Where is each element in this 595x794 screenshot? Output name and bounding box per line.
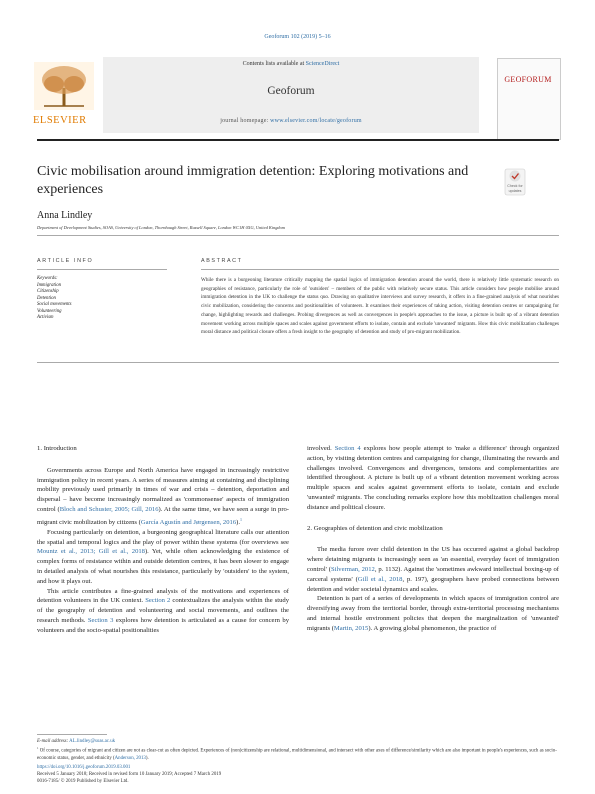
paragraph-text: Governments across Europe and North America have engaged in increasingly restrictive immigration policy in recent years. A series of measures aiming at containing and disciplining mobility previously used primarily in times of war and crisis – detention, deportation and dispersal – have become increasingly normalized as 'commonsense' aspects of immigration control (: [37, 466, 289, 513]
abstract-rule: [201, 269, 559, 270]
citation-link[interactable]: Gill et al., 2018: [357, 575, 403, 583]
article-info-label: ARTICLE INFO: [37, 258, 94, 264]
paragraph: [37, 528, 289, 587]
footnote-text: ).: [145, 755, 149, 761]
paragraph: [307, 444, 559, 513]
section-heading: 2. Geographies of detention and civic mobilization: [307, 524, 443, 532]
section-heading: 1. Introduction: [37, 445, 77, 452]
citation-link[interactable]: Silverman, 2012: [330, 565, 375, 573]
received-dates: Received 5 January 2018; Received in revised form 10 January 2019; Accepted 7 March 2019: [37, 772, 222, 777]
section-link[interactable]: Section 2: [145, 597, 171, 605]
journal-cover: [497, 58, 561, 140]
footnote-1: [37, 745, 559, 762]
paragraph-text: Focusing particularly on detention, a burgeoning geographical literature calls our attention the spatial and temporal logics and the play of power within these systems (for overviews see: [37, 528, 289, 546]
citation-link[interactable]: García Agustín and Jørgensen, 2016: [140, 518, 237, 526]
contents-line: [103, 61, 479, 67]
citation-link[interactable]: Bloch and Schuster, 2005; Gill, 2016: [59, 505, 159, 513]
keywords-list: [37, 283, 72, 321]
paragraph-text: , p. 1132). Against the 'sometimes awkward intellectual boxing-up of carceral systems' (: [307, 565, 559, 583]
affiliation-rule: [37, 235, 559, 236]
section-link[interactable]: Section 3: [87, 616, 114, 624]
email-label: E-mail address:: [37, 739, 69, 744]
paragraph-text: This article contributes a fine-grained analysis of the motivations and experiences of detention volunteers in the UK context.: [37, 587, 289, 605]
article-title: Civic mobilisation around immigration detention: Exploring motivations and experiences: [37, 164, 469, 197]
email-link[interactable]: AL.lindley@soas.ac.uk: [69, 739, 116, 744]
header-rule: [37, 139, 559, 141]
author-name[interactable]: Anna Lindley: [37, 210, 93, 221]
footnote-rule: [37, 734, 107, 735]
paragraph-text: explores how people attempt to 'make a difference' through organized action, by visiting detention centres and campaigning for change, illuminating the rewards and challenges involved. Convergences and divergences, tensions and complementarities are identified throughout. A picture is built up of a vibrant detention movement working across multiple spaces and scales against government efforts to isolate, contain and exclude 'unwanted' migrants. The concluding remarks explore how this mobilization challenges moral distance and political closure.: [307, 445, 559, 511]
keyword: Social movements: [37, 302, 72, 308]
paragraph-text: contextualizes the analysis within the study of the geography of detention and volunteering and social movements, and outlines the research methods.: [37, 597, 289, 624]
contents-prefix: Contents lists available at: [242, 61, 305, 67]
badge-line2: updates: [508, 188, 522, 193]
footnote-text: Of course, categories of migrant and citizen are not as clear-cut as often depicted. Experiences of (non)citizenship are relational, multidimensional, and intersect with other axes of difference/similarity which are also important in people's experiences, such as socio-economic status, gender, and ethnicity (: [37, 748, 557, 761]
keyword: Volunteering: [37, 308, 62, 314]
keyword: Citizenship: [37, 289, 59, 295]
cover-logo: GEOFORUM: [504, 75, 552, 84]
email-footnote: [37, 738, 559, 745]
badge-line1: Check for: [507, 184, 523, 188]
body-column-left: [37, 444, 289, 636]
check-for-updates-label[interactable]: [498, 184, 532, 193]
abstract-bottom-rule: [37, 362, 559, 363]
footnote-number: 1: [37, 746, 39, 750]
keywords-heading: Keywords:: [37, 276, 58, 281]
homepage-line: [103, 118, 479, 124]
body-column-right: [307, 444, 559, 634]
paragraph: [37, 466, 289, 528]
sciencedirect-link[interactable]: ScienceDirect: [305, 61, 340, 67]
citation-link[interactable]: Mountz et al., 2013; Gill et al., 2018: [37, 548, 145, 556]
paragraph: [307, 545, 559, 594]
abstract-text: While there is a burgeoning literature critically mapping the spatial logics of immigration detention around the world, there is relatively little systematic research on geographies of resistance, particularly the role of 'outsiders' – members of the public with relatively secure status. This article considers how people mobilise around immigration detention in the UK to challenge the status quo. Drawing on qualitative interviews and survey research, it offers in a fine-grained analysis of what nourishes civic mobilization, considering the concerns and positionalities of volunteers. It examines their experiences of taking action, visiting detention centres or campaigning for change, highlighting rewards and challenges. Probing divergences as well as convergences in people's approaches to the issue, a picture is built up of a vibrant detention movement working across multiple spaces and scales against government efforts to isolate, contain and exclude 'unwanted' migrants. How this civic mobilization challenges moral distance and political closure offers a fresh insight to the geography of detention and study of pro-migrant mobilization.: [201, 277, 559, 336]
journal-reference[interactable]: Geoforum 102 (2019) 5–16: [264, 34, 331, 40]
homepage-prefix: journal homepage:: [220, 118, 269, 124]
paragraph: [307, 594, 559, 633]
paragraph-text: ). At the same time, we have seen a surge in pro-migrant civic mobilization by citizens (: [37, 505, 290, 526]
abstract-label: ABSTRACT: [201, 258, 243, 264]
paragraph-text: ).: [236, 518, 240, 526]
citation-link[interactable]: Martin, 2015: [333, 624, 369, 632]
doi-link[interactable]: https://doi.org/10.1016/j.geoforum.2019.03.001: [37, 765, 131, 770]
journal-title: Geoforum: [267, 85, 315, 97]
paragraph-text: Detention is part of a series of developments in which spaces of immigration control are diversifying away from the territorial border, through extra-territorial processing mechanisms and internal hostile environment policies that deepen the marginalization of 'unwanted' migrants (: [307, 595, 559, 632]
keyword: Activism: [37, 315, 54, 321]
author-affiliation: Department of Development Studies, SOAS, University of London, Thornhaugh Street, Russell Square, London WC1H 0XG, United Kingdom: [37, 225, 285, 230]
paragraph-text: The media furore over child detention in the US has occurred against a global backdrop where detaining migrants is increasingly seen as 'an essential, everyday facet of immigration control' (: [307, 546, 559, 573]
section-link[interactable]: Section 4: [334, 445, 361, 452]
paragraph-text: ). Yet, while often acknowledging the existence of complex forms of resistance within and outside detention centres, it has been slower to engage in detailed analysis of what nourishes this resistance, particularly by 'outsiders' to the system, and how it plays out.: [37, 548, 289, 585]
paragraph: [37, 587, 289, 636]
paragraph-text: involved.: [307, 445, 335, 452]
article-info-rule: [37, 269, 167, 270]
citation-link[interactable]: Anderson, 2013: [114, 755, 146, 761]
paragraph-text: explores how detention is articulated as a cause for concern by volunteers and the socio-spatial positionalities: [37, 616, 289, 634]
homepage-link[interactable]: www.elsevier.com/locate/geoforum: [270, 118, 362, 124]
elsevier-logo: ELSEVIER: [33, 115, 87, 126]
keyword: Detention: [37, 295, 56, 301]
paragraph-text: ). A growing global phenomenon, the practice of: [368, 624, 497, 632]
copyright-line: 0016-7185/ © 2019 Published by Elsevier Ltd.: [37, 779, 129, 784]
footnote-marker[interactable]: 1: [239, 516, 242, 522]
keyword: Immigration: [37, 283, 61, 288]
paragraph-text: , p. 197), geographers have probed connections between detention and wider societal dynamics and scales.: [307, 575, 559, 593]
